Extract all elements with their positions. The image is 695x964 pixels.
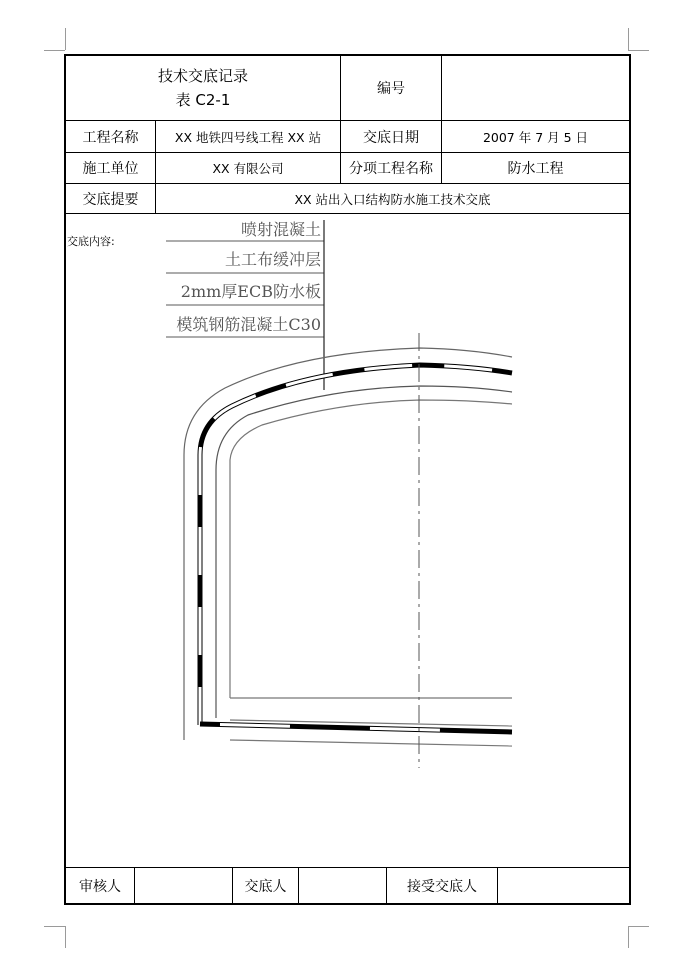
reviewer-signature[interactable] bbox=[135, 868, 232, 903]
legend-layer-4: 模筑钢筋混凝土C30 bbox=[176, 315, 321, 334]
ecb-membrane-outline bbox=[200, 365, 512, 725]
project-name-label: 工程名称 bbox=[82, 129, 139, 146]
summary-label: 交底提要 bbox=[82, 191, 139, 208]
project-name-value[interactable]: XX 地铁四号线工程 XX 站 bbox=[174, 129, 322, 145]
summary-value[interactable]: XX 站出入口结构防水施工技术交底 bbox=[294, 191, 491, 207]
lining-outer-outline bbox=[216, 386, 512, 718]
number-label: 编号 bbox=[377, 81, 405, 97]
contractor-label: 施工单位 bbox=[82, 161, 139, 177]
invert-outer-line bbox=[230, 740, 512, 746]
legend-layer-2: 土工布缓冲层 bbox=[224, 250, 321, 269]
date-value[interactable]: 2007 年 7 月 5 日 bbox=[482, 129, 589, 145]
ecb-membrane-gaps bbox=[200, 365, 512, 725]
form-table-no: 表 C2-1 bbox=[175, 91, 231, 109]
contractor-value[interactable]: XX 有限公司 bbox=[212, 161, 284, 176]
legend-layer-1: 喷射混凝土 bbox=[240, 220, 321, 239]
legend-layer-3: 2mm厚ECB防水板 bbox=[180, 282, 321, 301]
presenter-label: 交底人 bbox=[244, 878, 287, 895]
sub-project-value[interactable]: 防水工程 bbox=[507, 161, 564, 177]
reviewer-label: 审核人 bbox=[79, 878, 121, 895]
receiver-signature[interactable] bbox=[498, 868, 629, 903]
sub-project-label: 分项工程名称 bbox=[349, 161, 433, 177]
lining-inner-outline bbox=[230, 400, 512, 698]
receiver-label: 接受交底人 bbox=[407, 878, 477, 895]
form-title: 技术交底记录 bbox=[157, 67, 248, 85]
date-label: 交底日期 bbox=[363, 129, 419, 146]
presenter-signature[interactable] bbox=[299, 868, 386, 903]
content-label: 交底内容: bbox=[67, 235, 115, 248]
